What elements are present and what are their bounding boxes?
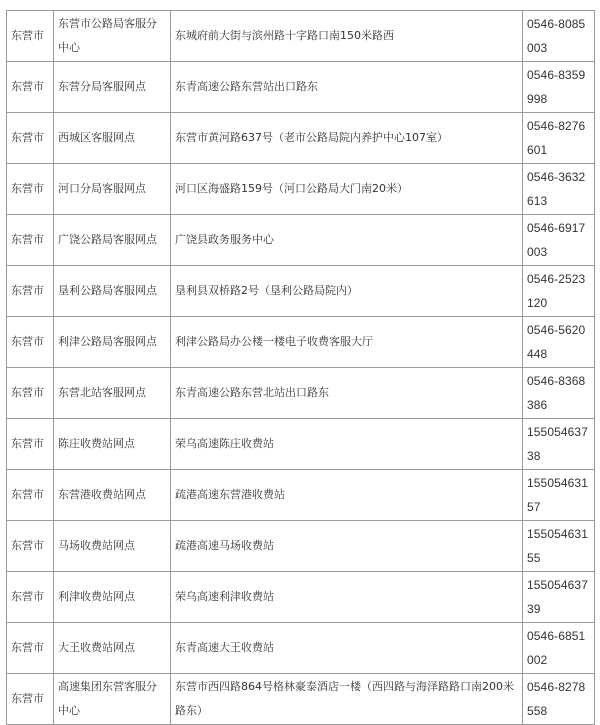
outlet-name-cell: 东营市公路局客服分中心 (54, 11, 171, 62)
table-row (7, 317, 595, 368)
table-row (7, 572, 595, 623)
phone-cell: 0546-6851002 (523, 623, 595, 674)
table-row (7, 419, 595, 470)
city-cell: 东营市 (7, 113, 54, 164)
table-row (7, 113, 595, 164)
phone-cell: 15505463155 (523, 521, 595, 572)
city-cell: 东营市 (7, 470, 54, 521)
table-row (7, 674, 595, 725)
phone-cell: 15505463738 (523, 419, 595, 470)
table-row (7, 470, 595, 521)
table-row (7, 164, 595, 215)
phone-cell: 0546-8359998 (523, 62, 595, 113)
phone-cell: 0546-8278558 (523, 674, 595, 725)
phone-cell: 0546-8368386 (523, 368, 595, 419)
address-cell: 东城府前大街与滨州路十字路口南150米路西 (171, 11, 523, 62)
outlet-name-cell: 大王收费站网点 (54, 623, 171, 674)
city-cell: 东营市 (7, 674, 54, 725)
city-cell: 东营市 (7, 572, 54, 623)
address-cell: 荣乌高速利津收费站 (171, 572, 523, 623)
service-outlet-table (6, 10, 595, 725)
city-cell: 东营市 (7, 164, 54, 215)
outlet-name-cell: 东营分局客服网点 (54, 62, 171, 113)
address-cell: 疏港高速马场收费站 (171, 521, 523, 572)
outlet-name-cell: 马场收费站网点 (54, 521, 171, 572)
city-cell: 东营市 (7, 368, 54, 419)
phone-cell: 15505463157 (523, 470, 595, 521)
address-cell: 东营市黄河路637号（老市公路局院内养护中心107室） (171, 113, 523, 164)
table-row (7, 623, 595, 674)
address-cell: 河口区海盛路159号（河口公路局大门南20米） (171, 164, 523, 215)
address-cell: 东青高速公路东营站出口路东 (171, 62, 523, 113)
outlet-name-cell: 高速集团东营客服分中心 (54, 674, 171, 725)
outlet-name-cell: 陈庄收费站网点 (54, 419, 171, 470)
phone-cell: 0546-8085003 (523, 11, 595, 62)
city-cell: 东营市 (7, 521, 54, 572)
city-cell: 东营市 (7, 317, 54, 368)
outlet-name-cell: 东营港收费站网点 (54, 470, 171, 521)
address-cell: 疏港高速东营港收费站 (171, 470, 523, 521)
outlet-name-cell: 广饶公路局客服网点 (54, 215, 171, 266)
outlet-name-cell: 西城区客服网点 (54, 113, 171, 164)
outlet-name-cell: 河口分局客服网点 (54, 164, 171, 215)
address-cell: 东营市西四路864号格林豪泰酒店一楼（西四路与海泽路路口南200米路东） (171, 674, 523, 725)
city-cell: 东营市 (7, 623, 54, 674)
phone-cell: 0546-6917003 (523, 215, 595, 266)
outlet-name-cell: 东营北站客服网点 (54, 368, 171, 419)
address-cell: 荣乌高速陈庄收费站 (171, 419, 523, 470)
table-row (7, 11, 595, 62)
outlet-name-cell: 垦利公路局客服网点 (54, 266, 171, 317)
address-cell: 广饶县政务服务中心 (171, 215, 523, 266)
table-row (7, 62, 595, 113)
table-row (7, 266, 595, 317)
phone-cell: 0546-5620448 (523, 317, 595, 368)
city-cell: 东营市 (7, 266, 54, 317)
city-cell: 东营市 (7, 419, 54, 470)
address-cell: 利津公路局办公楼一楼电子收费客服大厅 (171, 317, 523, 368)
address-cell: 东青高速大王收费站 (171, 623, 523, 674)
outlet-name-cell: 利津公路局客服网点 (54, 317, 171, 368)
outlet-name-cell: 利津收费站网点 (54, 572, 171, 623)
phone-cell: 0546-3632613 (523, 164, 595, 215)
table-row (7, 215, 595, 266)
city-cell: 东营市 (7, 215, 54, 266)
address-cell: 垦利县双桥路2号（垦利公路局院内） (171, 266, 523, 317)
table-row (7, 521, 595, 572)
city-cell: 东营市 (7, 11, 54, 62)
phone-cell: 15505463739 (523, 572, 595, 623)
phone-cell: 0546-8276601 (523, 113, 595, 164)
phone-cell: 0546-2523120 (523, 266, 595, 317)
city-cell: 东营市 (7, 62, 54, 113)
address-cell: 东青高速公路东营北站出口路东 (171, 368, 523, 419)
table-row (7, 368, 595, 419)
